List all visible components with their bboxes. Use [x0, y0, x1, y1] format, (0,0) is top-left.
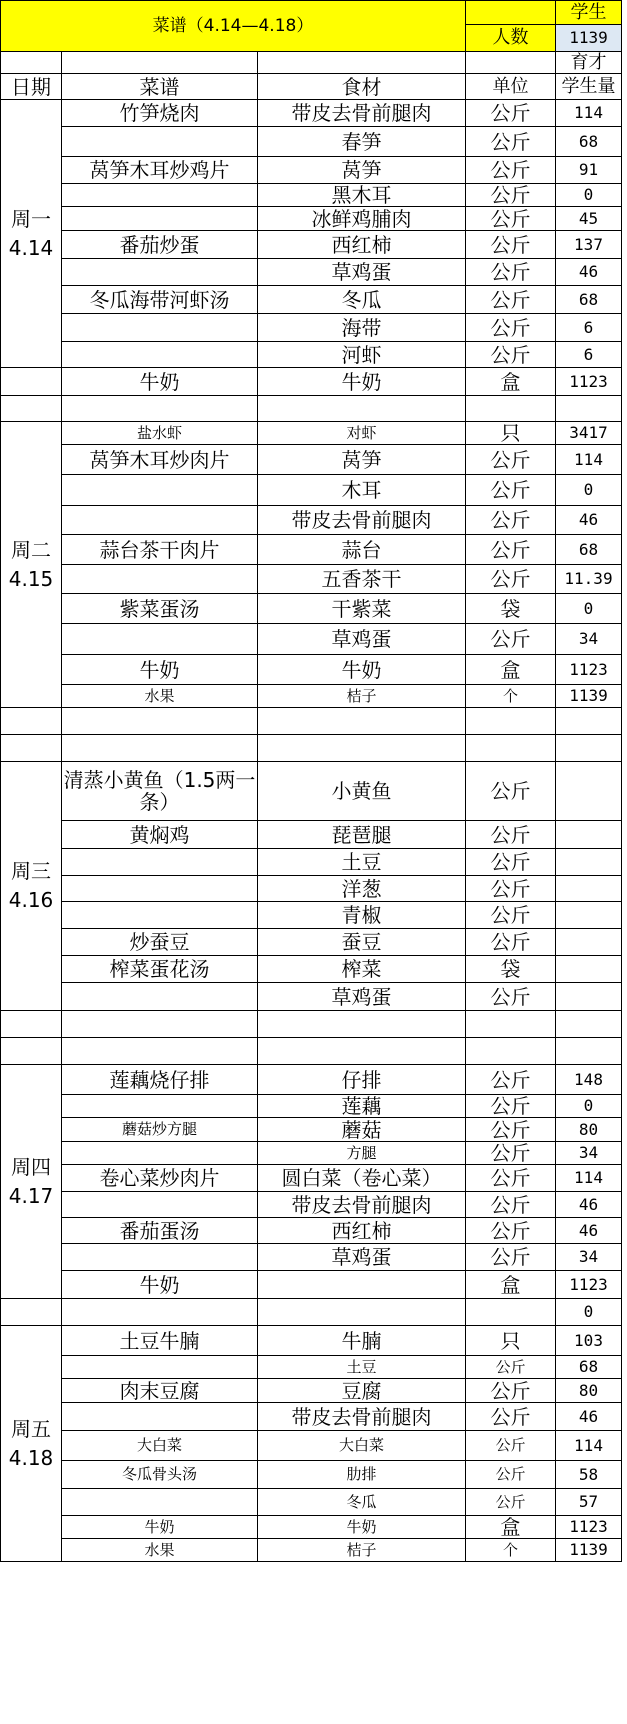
dish-name: 土豆牛腩: [62, 1326, 258, 1356]
student-qty: [556, 983, 622, 1011]
ingredient-name: 草鸡蛋: [258, 259, 466, 286]
ingredient-name: 圆白菜（卷心菜）: [258, 1165, 466, 1192]
dish-name: 莲藕烧仔排: [62, 1065, 258, 1095]
dish-name: 牛奶: [62, 655, 258, 685]
blank-cell: [556, 708, 622, 735]
student-qty: 3417: [556, 422, 622, 445]
blank-cell: [62, 1011, 258, 1038]
student-qty: 68: [556, 1356, 622, 1379]
blank-cell: [258, 52, 466, 74]
dish-name: 番茄蛋汤: [62, 1218, 258, 1244]
ingredient-name: 洋葱: [258, 876, 466, 902]
blank-cell: [62, 396, 258, 422]
dish-name: 清蒸小黄鱼（1.5两一条）: [62, 762, 258, 821]
unit: 公斤: [466, 100, 556, 127]
ingredient-name: 黑木耳: [258, 184, 466, 207]
dish-name: 水果: [62, 1539, 258, 1562]
blank-cell: [466, 708, 556, 735]
blank-cell: [62, 708, 258, 735]
student-qty: 0: [556, 1095, 622, 1118]
student-qty: 91: [556, 157, 622, 184]
dish-name: [62, 1192, 258, 1218]
unit: 袋: [466, 594, 556, 624]
ingredient-name: 草鸡蛋: [258, 983, 466, 1011]
unit: 公斤: [466, 286, 556, 314]
ingredient-name: 带皮去骨前腿肉: [258, 506, 466, 535]
dish-name: 冬瓜骨头汤: [62, 1461, 258, 1489]
students-label: 学生: [556, 1, 622, 25]
student-qty: 0: [556, 475, 622, 506]
unit: 公斤: [466, 259, 556, 286]
dish-name: [62, 876, 258, 902]
student-qty: [556, 762, 622, 821]
blank-cell: [62, 735, 258, 762]
col-header-date: 日期: [1, 74, 62, 100]
ingredient-name: 青椒: [258, 902, 466, 929]
dish-name: 莴笋木耳炒鸡片: [62, 157, 258, 184]
dish-name: [62, 314, 258, 342]
unit: 公斤: [466, 314, 556, 342]
dish-name: 水果: [62, 685, 258, 708]
yucai-label: 育才: [556, 52, 622, 74]
student-qty: 45: [556, 207, 622, 231]
ingredient-name: 小黄鱼: [258, 762, 466, 821]
ingredient-name: 琵琶腿: [258, 821, 466, 849]
student-qty: 34: [556, 624, 622, 655]
header-yellow-cell: [466, 1, 556, 25]
ingredient-name: 牛腩: [258, 1326, 466, 1356]
ingredient-name: 蘑菇: [258, 1118, 466, 1142]
student-qty: [556, 956, 622, 983]
unit: 公斤: [466, 535, 556, 565]
blank-cell: [466, 1038, 556, 1065]
unit: 只: [466, 422, 556, 445]
student-qty: 6: [556, 342, 622, 368]
student-qty: 34: [556, 1142, 622, 1165]
ingredient-name: 榨菜: [258, 956, 466, 983]
dish-name: 竹笋烧肉: [62, 100, 258, 127]
unit: 公斤: [466, 1142, 556, 1165]
student-qty: 0: [556, 184, 622, 207]
day-name: 周三: [11, 859, 51, 883]
unit: 个: [466, 1539, 556, 1562]
unit: 公斤: [466, 624, 556, 655]
ingredient-name: 木耳: [258, 475, 466, 506]
student-qty: 114: [556, 100, 622, 127]
day-cell: [1, 1326, 62, 1562]
dish-name: [62, 1142, 258, 1165]
blank-cell: [1, 735, 62, 762]
student-qty: [556, 876, 622, 902]
student-qty: 34: [556, 1244, 622, 1271]
day-name: 周四: [11, 1154, 51, 1179]
student-qty: 103: [556, 1326, 622, 1356]
col-header-ingredient: 食材: [258, 74, 466, 100]
unit: 公斤: [466, 929, 556, 956]
dish-name: 榨菜蛋花汤: [62, 956, 258, 983]
dish-name: [62, 207, 258, 231]
student-qty: 1139: [556, 685, 622, 708]
ingredient-name: 大白菜: [258, 1431, 466, 1461]
day-cell: [1, 762, 62, 1011]
ingredient-name: 干紫菜: [258, 594, 466, 624]
student-qty: 1123: [556, 368, 622, 396]
ingredient-name: 冬瓜: [258, 1489, 466, 1516]
unit: 公斤: [466, 127, 556, 157]
ingredient-name: 蚕豆: [258, 929, 466, 956]
unit: 公斤: [466, 184, 556, 207]
ingredient-name: 牛奶: [258, 655, 466, 685]
unit: 公斤: [466, 475, 556, 506]
student-qty: 68: [556, 127, 622, 157]
ingredient-name: 土豆: [258, 1356, 466, 1379]
unit: 公斤: [466, 1356, 556, 1379]
ingredient-name: 肋排: [258, 1461, 466, 1489]
day-date: 4.15: [8, 566, 54, 591]
unit: 公斤: [466, 565, 556, 594]
unit: 公斤: [466, 821, 556, 849]
dish-name: [62, 565, 258, 594]
day-name: 周一: [11, 206, 51, 231]
dish-name: 大白菜: [62, 1431, 258, 1461]
dish-name: [62, 902, 258, 929]
ingredient-name: 仔排: [258, 1065, 466, 1095]
unit: 公斤: [466, 1461, 556, 1489]
student-qty: 114: [556, 1431, 622, 1461]
student-qty: 11.39: [556, 565, 622, 594]
dish-name: 肉末豆腐: [62, 1379, 258, 1403]
student-qty: 1123: [556, 655, 622, 685]
dish-name: [62, 1489, 258, 1516]
unit: 公斤: [466, 762, 556, 821]
student-qty: [556, 821, 622, 849]
unit: 公斤: [466, 207, 556, 231]
blank-cell: [1, 52, 62, 74]
student-qty: 57: [556, 1489, 622, 1516]
count-label: 人数: [466, 25, 556, 52]
unit: 盒: [466, 1516, 556, 1539]
dish-name: 炒蚕豆: [62, 929, 258, 956]
blank-cell: [1, 1038, 62, 1065]
dish-name: 牛奶: [62, 1271, 258, 1299]
ingredient-name: [258, 1271, 466, 1299]
student-qty: 6: [556, 314, 622, 342]
dish-name: 蒜台茶干肉片: [62, 535, 258, 565]
unit: 公斤: [466, 983, 556, 1011]
unit: 公斤: [466, 445, 556, 475]
student-qty: 0: [556, 1299, 622, 1326]
day-cell: [1, 422, 62, 708]
unit: 公斤: [466, 1218, 556, 1244]
student-qty: 68: [556, 535, 622, 565]
blank-cell: [62, 1038, 258, 1065]
unit: 公斤: [466, 876, 556, 902]
unit: 公斤: [466, 1192, 556, 1218]
unit: 袋: [466, 956, 556, 983]
ingredient-name: 海带: [258, 314, 466, 342]
dish-name: [62, 184, 258, 207]
ingredient-name: 莴笋: [258, 157, 466, 184]
unit: 公斤: [466, 1165, 556, 1192]
dish-name: 番茄炒蛋: [62, 231, 258, 259]
blank-cell: [1, 708, 62, 735]
blank-cell: [258, 1299, 466, 1326]
student-qty: 46: [556, 1192, 622, 1218]
student-qty: 114: [556, 445, 622, 475]
col-header-unit: 单位: [466, 74, 556, 100]
student-qty: 80: [556, 1118, 622, 1142]
dish-name: [62, 624, 258, 655]
dish-name: [62, 983, 258, 1011]
dish-name: [62, 849, 258, 876]
day-name: 周二: [11, 537, 51, 562]
ingredient-name: 带皮去骨前腿肉: [258, 100, 466, 127]
dish-name: 卷心菜炒肉片: [62, 1165, 258, 1192]
ingredient-name: 冬瓜: [258, 286, 466, 314]
dish-name: 冬瓜海带河虾汤: [62, 286, 258, 314]
unit: 个: [466, 685, 556, 708]
blank-cell: [258, 708, 466, 735]
unit: 公斤: [466, 1431, 556, 1461]
unit: 公斤: [466, 1403, 556, 1431]
student-qty: 1123: [556, 1516, 622, 1539]
day-cell: [1, 100, 62, 368]
ingredient-name: 五香茶干: [258, 565, 466, 594]
student-qty: 1139: [556, 1539, 622, 1562]
ingredient-name: 牛奶: [258, 1516, 466, 1539]
unit: 公斤: [466, 506, 556, 535]
dish-name: 黄焖鸡: [62, 821, 258, 849]
ingredient-name: 春笋: [258, 127, 466, 157]
unit: 公斤: [466, 231, 556, 259]
col-header-dish: 菜谱: [62, 74, 258, 100]
ingredient-name: 莴笋: [258, 445, 466, 475]
blank-cell: [258, 1011, 466, 1038]
ingredient-name: 蒜台: [258, 535, 466, 565]
unit: 公斤: [466, 1244, 556, 1271]
ingredient-name: 草鸡蛋: [258, 1244, 466, 1271]
unit: 公斤: [466, 1379, 556, 1403]
dish-name: [62, 342, 258, 368]
student-qty: [556, 929, 622, 956]
dish-name: 紫菜蛋汤: [62, 594, 258, 624]
blank-cell: [466, 1299, 556, 1326]
unit: 只: [466, 1326, 556, 1356]
blank-cell: [62, 1299, 258, 1326]
blank-cell: [556, 735, 622, 762]
blank-cell: [1, 1299, 62, 1326]
day-cell: [1, 1065, 62, 1299]
ingredient-name: 桔子: [258, 685, 466, 708]
student-qty: 80: [556, 1379, 622, 1403]
dish-name: [62, 1244, 258, 1271]
ingredient-name: 冰鲜鸡脯肉: [258, 207, 466, 231]
unit: 公斤: [466, 1118, 556, 1142]
dish-name: [62, 1403, 258, 1431]
day-date: 4.17: [8, 1183, 54, 1208]
unit: 公斤: [466, 849, 556, 876]
student-qty: [556, 902, 622, 929]
ingredient-name: 对虾: [258, 422, 466, 445]
blank-cell: [556, 1038, 622, 1065]
ingredient-name: 带皮去骨前腿肉: [258, 1192, 466, 1218]
dish-name: 牛奶: [62, 368, 258, 396]
ingredient-name: 带皮去骨前腿肉: [258, 1403, 466, 1431]
blank-cell: [62, 52, 258, 74]
unit: 公斤: [466, 1065, 556, 1095]
menu-table-body: [1, 1, 622, 1562]
dish-name: [62, 1356, 258, 1379]
student-qty: 1123: [556, 1271, 622, 1299]
ingredient-name: 牛奶: [258, 368, 466, 396]
blank-cell: [466, 52, 556, 74]
day-date: 4.16: [8, 888, 54, 912]
blank-cell: [1, 396, 62, 422]
student-qty: [556, 849, 622, 876]
col-header-qty: 学生量: [556, 74, 622, 100]
ingredient-name: 桔子: [258, 1539, 466, 1562]
blank-cell: [258, 396, 466, 422]
student-qty: 46: [556, 506, 622, 535]
student-qty: 114: [556, 1165, 622, 1192]
blank-cell: [258, 735, 466, 762]
unit: 盒: [466, 655, 556, 685]
ingredient-name: 西红柿: [258, 1218, 466, 1244]
ingredient-name: 豆腐: [258, 1379, 466, 1403]
unit: 公斤: [466, 342, 556, 368]
blank-cell: [466, 735, 556, 762]
ingredient-name: 河虾: [258, 342, 466, 368]
unit: 公斤: [466, 1489, 556, 1516]
student-qty: 46: [556, 1218, 622, 1244]
dish-name: 盐水虾: [62, 422, 258, 445]
blank-cell: [556, 396, 622, 422]
student-qty: 0: [556, 594, 622, 624]
dish-name: [62, 127, 258, 157]
dish-name: [62, 506, 258, 535]
day-name: 周五: [11, 1416, 51, 1441]
unit: 公斤: [466, 1095, 556, 1118]
count-value: 1139: [556, 25, 622, 52]
ingredient-name: 西红柿: [258, 231, 466, 259]
dish-name: 牛奶: [62, 1516, 258, 1539]
menu-title: 菜谱（4.14—4.18）: [1, 1, 466, 52]
student-qty: 137: [556, 231, 622, 259]
student-qty: 68: [556, 286, 622, 314]
blank-cell: [466, 396, 556, 422]
ingredient-name: 方腿: [258, 1142, 466, 1165]
student-qty: 58: [556, 1461, 622, 1489]
student-qty: 46: [556, 1403, 622, 1431]
unit: 盒: [466, 1271, 556, 1299]
student-qty: 148: [556, 1065, 622, 1095]
ingredient-name: 草鸡蛋: [258, 624, 466, 655]
unit: 公斤: [466, 157, 556, 184]
unit: 公斤: [466, 902, 556, 929]
dish-name: 蘑菇炒方腿: [62, 1118, 258, 1142]
blank-cell: [466, 1011, 556, 1038]
student-qty: 46: [556, 259, 622, 286]
dish-name: [62, 475, 258, 506]
dish-name: [62, 259, 258, 286]
dish-name: 莴笋木耳炒肉片: [62, 445, 258, 475]
dish-name: [62, 1095, 258, 1118]
blank-cell: [1, 1011, 62, 1038]
blank-cell: [258, 1038, 466, 1065]
blank-cell: [1, 368, 62, 396]
day-date: 4.14: [8, 235, 54, 260]
ingredient-name: 土豆: [258, 849, 466, 876]
ingredient-name: 莲藕: [258, 1095, 466, 1118]
day-date: 4.18: [8, 1445, 54, 1470]
unit: 盒: [466, 368, 556, 396]
blank-cell: [556, 1011, 622, 1038]
